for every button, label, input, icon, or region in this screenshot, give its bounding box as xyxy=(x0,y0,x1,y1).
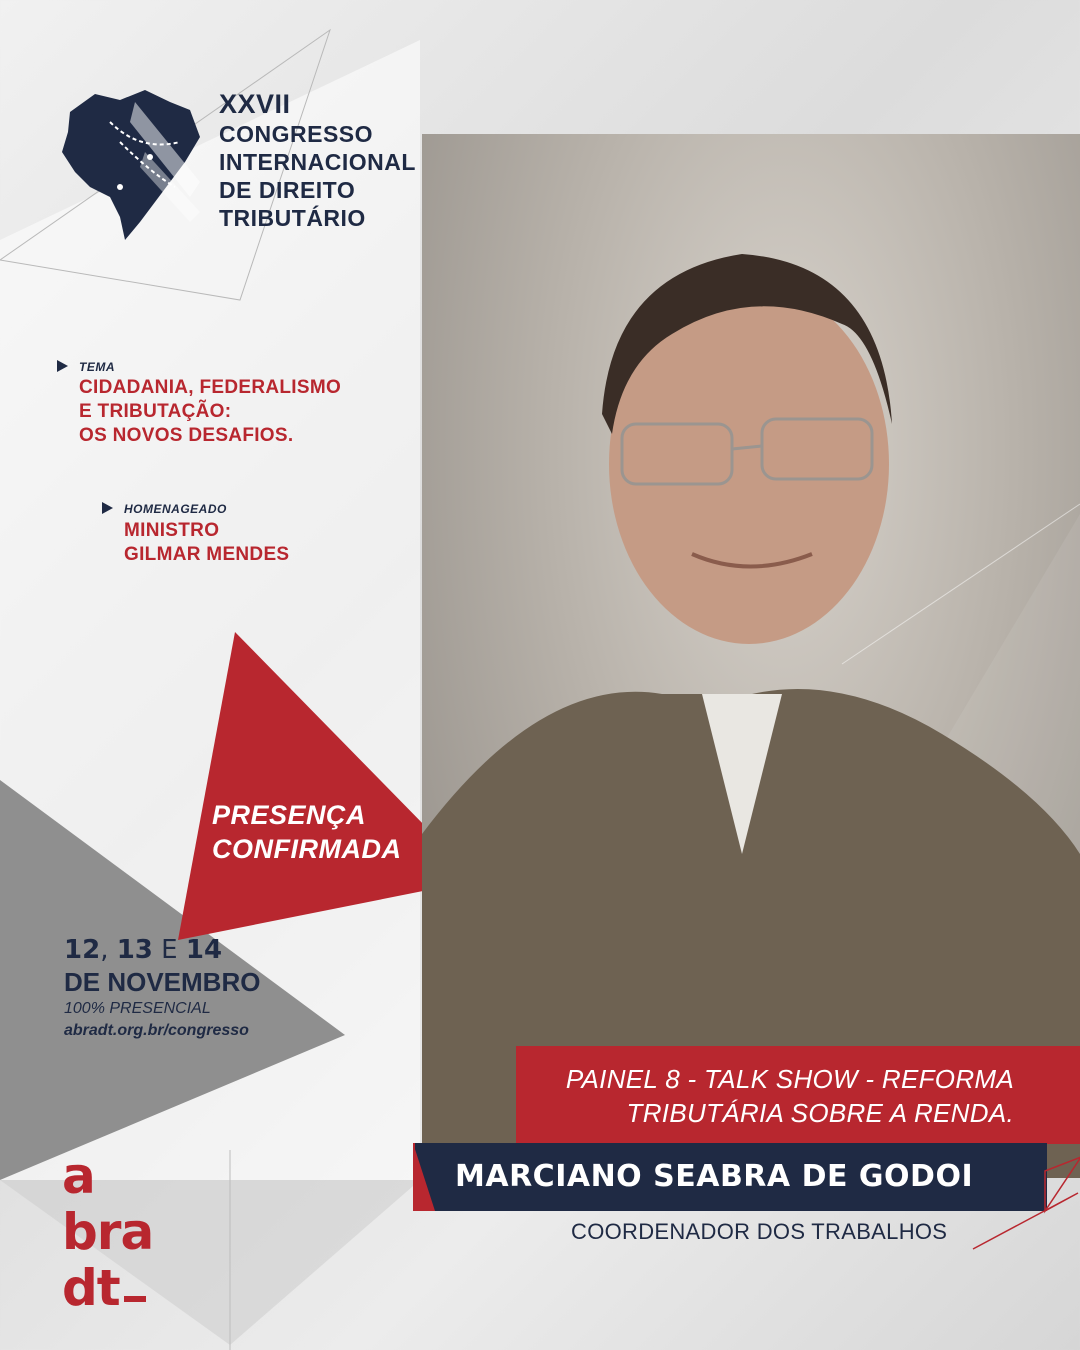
event-days xyxy=(64,934,260,966)
event-dates xyxy=(64,934,260,1040)
day-14: 14 xyxy=(185,935,223,965)
bullet-triangle-icon xyxy=(57,360,68,372)
event-title-line: DE DIREITO xyxy=(219,177,356,203)
homenageado-line: MINISTRO xyxy=(124,520,220,541)
tema-line: E TRIBUTAÇÃO: xyxy=(79,401,232,422)
presenca-line: CONFIRMADA xyxy=(212,834,402,864)
day-12: 12 xyxy=(64,935,101,965)
tema-label: TEMA xyxy=(79,360,115,374)
days-separator: E xyxy=(152,935,186,965)
presenca-line: PRESENÇA xyxy=(212,800,367,830)
brand-line-last xyxy=(62,1260,153,1316)
brand-underscore xyxy=(124,1296,146,1302)
event-title-line: INTERNACIONAL xyxy=(219,149,416,175)
event-mode: 100% PRESENCIAL xyxy=(64,1000,211,1017)
homenageado-label: HOMENAGEADO xyxy=(124,502,227,516)
presenca-badge xyxy=(212,798,401,866)
bullet-triangle-icon xyxy=(102,502,113,514)
homenageado-line: GILMAR MENDES xyxy=(124,544,290,565)
panel-line: PAINEL 8 - TALK SHOW - REFORMA xyxy=(565,1064,1014,1094)
event-month: DE NOVEMBRO xyxy=(64,967,261,997)
day-13: 13 xyxy=(116,935,153,965)
tema-line: CIDADANIA, FEDERALISMO xyxy=(79,377,342,398)
brand-text: dt xyxy=(62,1259,120,1317)
brazil-map-logo-icon xyxy=(50,82,210,242)
event-edition: XXVII xyxy=(219,89,291,119)
brand-line: bra xyxy=(62,1203,154,1261)
event-title-line: CONGRESSO xyxy=(219,121,374,147)
homenageado-text xyxy=(124,519,289,567)
event-url[interactable]: abradt.org.br/congresso xyxy=(64,1022,249,1039)
speaker-name: MARCIANO SEABRA DE GODOI xyxy=(455,1159,974,1194)
brand-line: a xyxy=(62,1147,95,1205)
panel-line: TRIBUTÁRIA SOBRE A RENDA. xyxy=(626,1098,1014,1128)
panel-box xyxy=(516,1046,1080,1144)
abradt-logo xyxy=(62,1148,153,1316)
tema-text xyxy=(79,376,341,448)
speaker-role: COORDENADOR DOS TRABALHOS xyxy=(571,1219,948,1244)
event-title xyxy=(219,88,416,232)
speaker-photo xyxy=(422,134,1080,1178)
event-title-line: TRIBUTÁRIO xyxy=(219,205,366,231)
panel-title xyxy=(566,1062,1014,1130)
days-separator: , xyxy=(100,935,117,965)
tema-line: OS NOVOS DESAFIOS. xyxy=(79,425,294,446)
